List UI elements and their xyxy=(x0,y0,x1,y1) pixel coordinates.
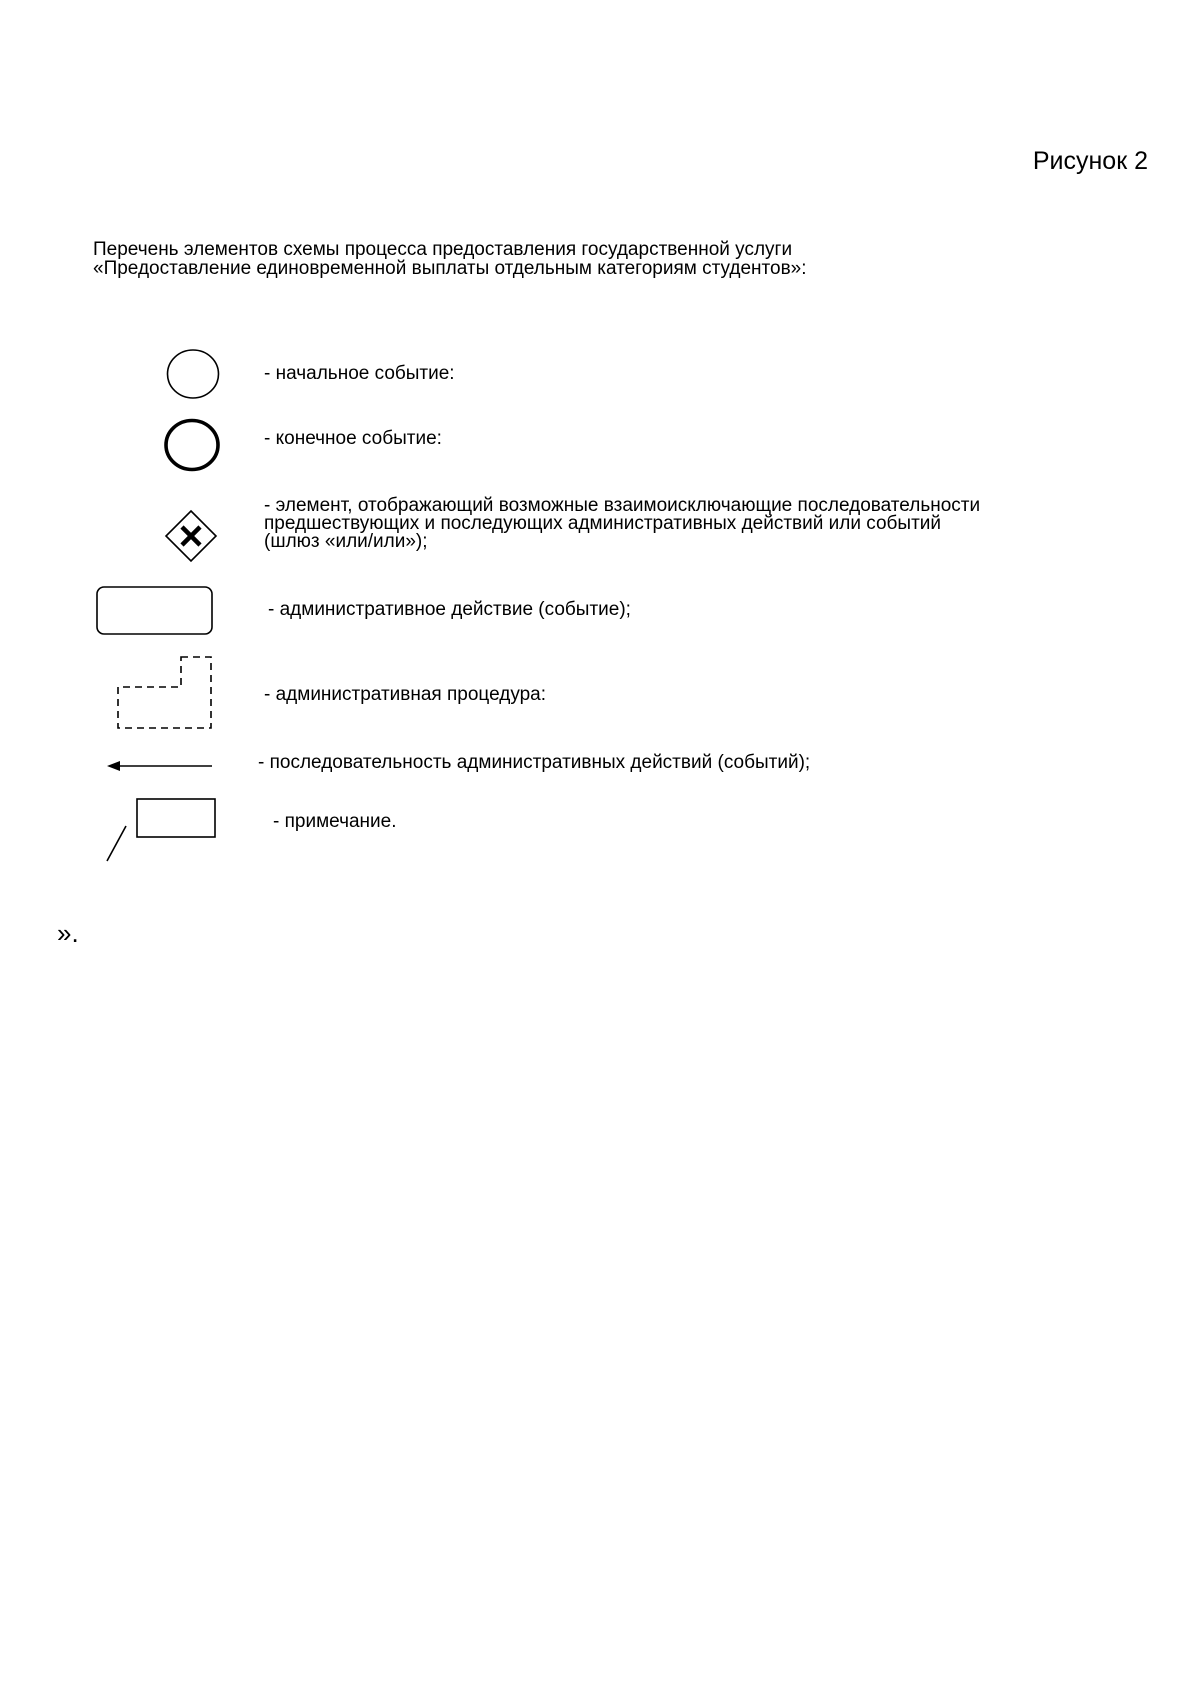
legend-item-start-event: - начальное событие: xyxy=(264,363,455,384)
legend-item-gateway-line-3: (шлюз «или/или»); xyxy=(264,531,428,552)
end-event-icon xyxy=(162,417,222,473)
legend-item-action: - административное действие (событие); xyxy=(268,599,631,620)
legend-item-gateway-line-1: - элемент, отображающий возможные взаимоисключающие последовательности xyxy=(264,495,981,516)
figure-label: Рисунок 2 xyxy=(1032,147,1148,175)
action-box-icon xyxy=(95,585,215,637)
sequence-arrow-icon xyxy=(105,756,215,776)
legend-item-procedure: - административная процедура: xyxy=(264,684,547,705)
exclusive-gateway-icon xyxy=(163,508,219,564)
heading-line-2: «Предоставление единовременной выплаты отдельным категориям студентов»: xyxy=(93,258,807,279)
legend-item-end-event: - конечное событие: xyxy=(264,428,442,449)
legend-item-sequence: - последовательность административных действий (событий); xyxy=(258,752,811,773)
heading-line-1: Перечень элементов схемы процесса предоставления государственной услуги xyxy=(93,239,793,260)
start-event-icon xyxy=(164,347,222,401)
legend-item-gateway-line-2: предшествующих и последующих административных действий или событий xyxy=(264,513,941,534)
annotation-icon xyxy=(100,796,220,864)
legend-item-annotation: - примечание. xyxy=(273,811,397,832)
procedure-icon xyxy=(115,655,215,731)
closing-quote: ». xyxy=(57,918,79,948)
